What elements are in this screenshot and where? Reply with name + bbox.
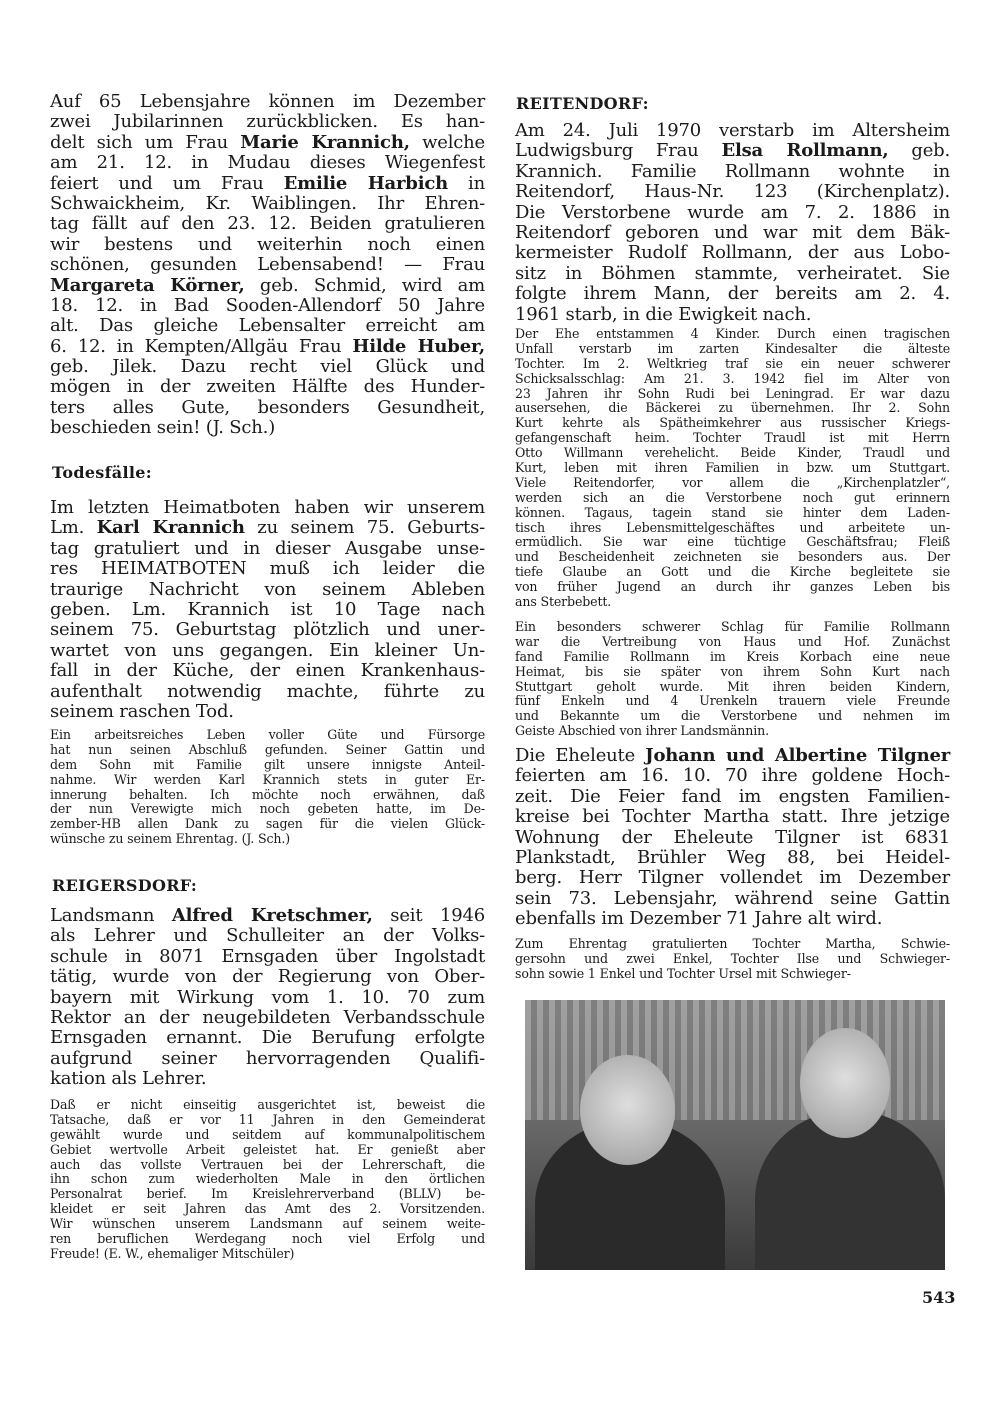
text-line: Unfall verstarb im zarten Kindesalter die älteste <box>515 340 950 356</box>
person-name: Alfred Kretschmer, <box>171 905 373 926</box>
todesfaelle-paragraph <box>50 498 485 722</box>
text-line: tiefe Glaube an Gott und die Kirche begleitete sie <box>515 564 950 580</box>
text-line: Personalrat berief. Im Kreislehrerverband (BLLV) be- <box>50 1186 485 1202</box>
reigersdorf-small-paragraph <box>50 1098 485 1262</box>
text-line: delt sich um Frau Marie Krannich, welche <box>50 131 486 153</box>
text-line: tätig, wurde von der Regierung von Ober- <box>50 966 485 988</box>
text-line: werden sich an die Verstorbene noch gut erinnern <box>515 489 950 505</box>
text-line: bayern mit Wirkung vom 1. 10. 70 zum <box>50 986 485 1008</box>
section-heading-reitendorf: REITENDORF: <box>516 94 649 113</box>
text-line: ihn schon zum wiederholten Male in den örtlichen <box>50 1171 485 1187</box>
text-line: wir bestens und weiterhin noch einen <box>50 233 485 255</box>
text-line: geben. Lm. Krannich ist 10 Tage nach <box>50 598 485 620</box>
text-line: war die Vertreibung von Haus und Hof. Zunächst <box>515 633 950 649</box>
text-line: feiert und um Frau Emilie Harbich in <box>50 172 485 194</box>
person-name: Elsa Rollmann, <box>721 140 889 162</box>
text-line: Kurt, leben mit ihren Familien in bzw. um Stuttgart. <box>515 460 950 476</box>
text-line: alt. Das gleiche Lebensalter erreicht am <box>50 315 485 337</box>
text-line: Stuttgart geholt wurde. Mit ihren beiden Kindern, <box>515 678 950 694</box>
text-line: mögen in der zweiten Hälfte des Hunder- <box>50 376 485 398</box>
reitendorf-small-paragraph-1 <box>515 327 950 610</box>
text-line: ters alles Gute, besonders Gesundheit, <box>50 396 485 418</box>
text-line: aufenthalt notwendig machte, führte zu <box>50 680 485 702</box>
text-line: Zum Ehrentag gratulierten Tochter Martha, Schwie- <box>515 936 950 951</box>
text-line: Krannich. Familie Rollmann wohnte in <box>515 160 950 182</box>
person-name: Johann und Albertine Tilgner <box>645 745 950 766</box>
text-line: Auf 65 Lebensjahre können im Dezember <box>50 91 485 112</box>
text-line: gersohn und zwei Enkel, Tochter Ilse und Schwieger- <box>515 950 950 966</box>
text-line: am 21. 12. in Mudau dieses Wiegenfest <box>50 152 485 174</box>
text-line: seinem 75. Geburtstag plötzlich und uner- <box>50 619 485 641</box>
text-line: Schwaickheim, Kr. Waiblingen. Ihr Ehren- <box>50 192 485 214</box>
text-line: Daß er nicht einseitig ausgerichtet ist, beweist die <box>50 1097 485 1112</box>
text-line: können. Tagaus, tagein stand sie hinter dem Laden- <box>515 504 950 520</box>
text-line: sitz in Böhmen stammte, verheiratet. Sie <box>515 262 950 284</box>
text-line: Rektor an der neugebildeten Verbandsschule <box>50 1006 485 1028</box>
text-line: Am 24. Juli 1970 verstarb im Altersheim <box>515 120 950 141</box>
text-line: Heimat, bis sie später von ihrem Sohn Kurt nach <box>515 663 950 679</box>
text-line: kreise bei Tochter Martha statt. Ihre jetzige <box>515 806 950 828</box>
text-line: hat nun seinen Abschluß gefunden. Seiner Gattin und <box>50 741 485 757</box>
person-name: Margareta Körner, <box>50 274 245 296</box>
text-line: Die Eheleute Johann und Albertine Tilgner <box>515 745 950 766</box>
text-line: Kurt kehrte als Spätheimkehrer aus russischer Kriegs- <box>515 415 950 431</box>
text-line: Viele Reitendorfer, vor allem die „Kirchenplatzler“, <box>515 474 950 490</box>
reigersdorf-paragraph <box>50 906 485 1090</box>
couple-photo <box>525 1000 945 1270</box>
todesfaelle-small-paragraph <box>50 728 485 847</box>
text-line: kermeister Rudolf Rollmann, der aus Lobo- <box>515 242 950 264</box>
text-line: 6. 12. in Kempten/Allgäu Frau Hilde Huber, <box>50 335 485 357</box>
text-line: tag fällt auf den 23. 12. Beiden gratulieren <box>50 213 485 235</box>
text-line: Der Ehe entstammen 4 Kinder. Durch einen tragischen <box>515 326 950 341</box>
text-line: schule in 8071 Ernsgaden über Ingolstadt <box>50 945 485 967</box>
text-line: und Bekannte um die Verstorbene und nehmen im <box>515 708 950 724</box>
text-line: ebenfalls im Dezember 71 Jahre alt wird. <box>515 908 883 930</box>
reitendorf-paragraph <box>515 121 950 325</box>
text-line: Die Verstorbene wurde am 7. 2. 1886 in <box>515 201 950 223</box>
text-line: aufgrund seiner hervorragenden Qualifi- <box>50 1047 485 1069</box>
text-line: feierten am 16. 10. 70 ihre goldene Hoch- <box>515 765 950 787</box>
text-line: fand Familie Rollmann im Kreis Korbach eine neue <box>515 648 950 664</box>
person-name: Emilie Harbich <box>283 172 448 194</box>
text-line: zember-HB allen Dank zu sagen für die vielen Glück- <box>50 816 485 832</box>
text-line: sein 73. Lebensjahr, während seine Gattin <box>515 887 950 909</box>
text-line: folgte ihrem Mann, der bereits am 2. 4. <box>515 283 950 305</box>
text-line: Freude! (E. W., ehemaliger Mitschüler) <box>50 1245 295 1261</box>
text-line: traurige Nachricht von seinem Ableben <box>50 578 485 600</box>
text-line: zeit. Die Feier fand im engsten Familien- <box>515 785 950 807</box>
section-heading-todesfaelle: Todesfälle: <box>52 463 152 482</box>
text-line: kation als Lehrer. <box>50 1068 207 1090</box>
text-line: Geiste Abschied von ihrer Landsmännin. <box>515 723 769 739</box>
text-line: Ein arbeitsreiches Leben voller Güte und Fürsorge <box>50 727 485 742</box>
text-line: der nun Verewigte mich noch gebeten hatte, im De- <box>50 801 485 817</box>
text-line: Reitendorf geboren und war mit dem Bäk- <box>515 221 950 243</box>
text-line: kleidet er seit Jahren das Amt des 2. Vorsitzenden. <box>50 1201 485 1217</box>
man-face <box>580 1055 675 1165</box>
text-line: res HEIMATBOTEN muß ich leider die <box>50 558 485 580</box>
text-line: und Bescheidenheit zeichneten sie besonders aus. Der <box>515 549 950 565</box>
page-number: 543 <box>922 1288 956 1307</box>
jubilee-paragraph <box>50 92 485 439</box>
tilgner-small-paragraph <box>515 937 950 982</box>
text-line: Reitendorf, Haus-Nr. 123 (Kirchenplatz). <box>515 181 950 203</box>
text-line: Landsmann Alfred Kretschmer, seit 1946 <box>50 905 485 926</box>
text-line: ren beruflichen Werdegang noch viel Erfolg und <box>50 1231 485 1247</box>
text-line: berg. Herr Tilgner vollendet im Dezember <box>515 867 950 889</box>
text-line: Schicksalsschlag: Am 21. 3. 1942 fiel im Alter von <box>515 370 950 386</box>
person-name: Karl Krannich <box>96 517 245 539</box>
text-line: ermüdlich. Sie war eine tüchtige Geschäftsfrau; Fleiß <box>515 534 950 550</box>
text-line: zwei Jubilarinnen zurückblicken. Es han- <box>50 111 485 133</box>
woman-face <box>800 1028 890 1138</box>
text-line: Tochter. Im 2. Weltkrieg traf sie ein neuer schwerer <box>515 355 950 371</box>
text-line: schönen, gesunden Lebensabend! — Frau <box>50 254 485 276</box>
text-line: innerung behalten. Ich möchte noch erwähnen, daß <box>50 786 485 802</box>
text-line: nahme. Wir werden Karl Krannich stets in guter Er- <box>50 771 485 787</box>
text-line: wartet von uns gegangen. Ein kleiner Un- <box>50 639 485 661</box>
text-line: Ein besonders schwerer Schlag für Familie Rollmann <box>515 619 950 634</box>
text-line: Gebiet wertvolle Arbeit geleistet hat. Er genießt aber <box>50 1141 485 1157</box>
text-line: sohn sowie 1 Enkel und Tochter Ursel mit Schwieger- <box>515 965 851 981</box>
text-line: tisch ihres Lebensmittelgeschäftes und arbeitete un- <box>515 519 950 535</box>
text-line: Wir wünschen unserem Landsmann auf seinem weite- <box>50 1216 485 1232</box>
text-line: Wohnung der Eheleute Tilgner ist 6831 <box>515 826 950 848</box>
text-line: beschieden sein! (J. Sch.) <box>50 417 276 439</box>
text-line: wünsche zu seinem Ehrentag. (J. Sch.) <box>50 831 290 847</box>
reitendorf-small-paragraph-2 <box>515 620 950 739</box>
text-line: Im letzten Heimatboten haben wir unserem <box>50 497 485 518</box>
text-line: dem Sohn mit Familie gilt unsere innigste Anteil- <box>50 756 485 772</box>
text-line: fall in der Küche, der einen Krankenhaus- <box>50 660 485 682</box>
text-line: Lm. Karl Krannich zu seinem 75. Geburts- <box>50 517 485 539</box>
text-line: 23 Jahren ihr Sohn Rudi bei Leningrad. Er war dazu <box>515 385 950 401</box>
text-line: geb. Jilek. Dazu recht viel Glück und <box>50 356 485 378</box>
text-line: ans Sterbebett. <box>515 594 612 610</box>
section-heading-reigersdorf: REIGERSDORF: <box>52 876 198 895</box>
text-line: fünf Enkeln und 4 Urenkeln trauern viele Freunde <box>515 693 950 709</box>
text-line: Otto Willmann verehelicht. Beide Kinder, Traudl und <box>515 445 950 461</box>
text-line: als Lehrer und Schulleiter an der Volks- <box>50 925 485 947</box>
text-line: Ernsgaden ernannt. Die Berufung erfolgte <box>50 1027 485 1049</box>
text-line: gewählt wurde und seitdem auf kommunalpolitischem <box>50 1126 485 1142</box>
text-line: Ludwigsburg Frau Elsa Rollmann, geb. <box>515 140 950 162</box>
text-line: Plankstadt, Brühler Weg 88, bei Heidel- <box>515 846 950 868</box>
text-line: ausersehen, die Bäckerei zu übernehmen. Ihr 2. Sohn <box>515 400 950 416</box>
person-name: Marie Krannich, <box>240 131 410 153</box>
text-line: seinem raschen Tod. <box>50 700 234 722</box>
person-name: Hilde Huber, <box>352 335 485 357</box>
tilgner-paragraph <box>515 746 950 930</box>
text-line: 1961 starb, in die Ewigkeit nach. <box>515 303 812 325</box>
text-line: gefangenschaft heim. Tochter Traudl ist mit Herrn <box>515 430 950 446</box>
text-line: Tatsache, daß er vor 11 Jahren in den Gemeinderat <box>50 1111 485 1127</box>
text-line: Margareta Körner, geb. Schmid, wird am <box>50 274 485 296</box>
text-line: 18. 12. in Bad Sooden-Allendorf 50 Jahre <box>50 294 485 316</box>
text-line: tag gratuliert und in dieser Ausgabe unse- <box>50 537 485 559</box>
text-line: auch das vollste Vertrauen bei der Lehrerschaft, die <box>50 1156 485 1172</box>
text-line: von früher Jugend an durch ihr ganzes Leben bis <box>515 579 950 595</box>
